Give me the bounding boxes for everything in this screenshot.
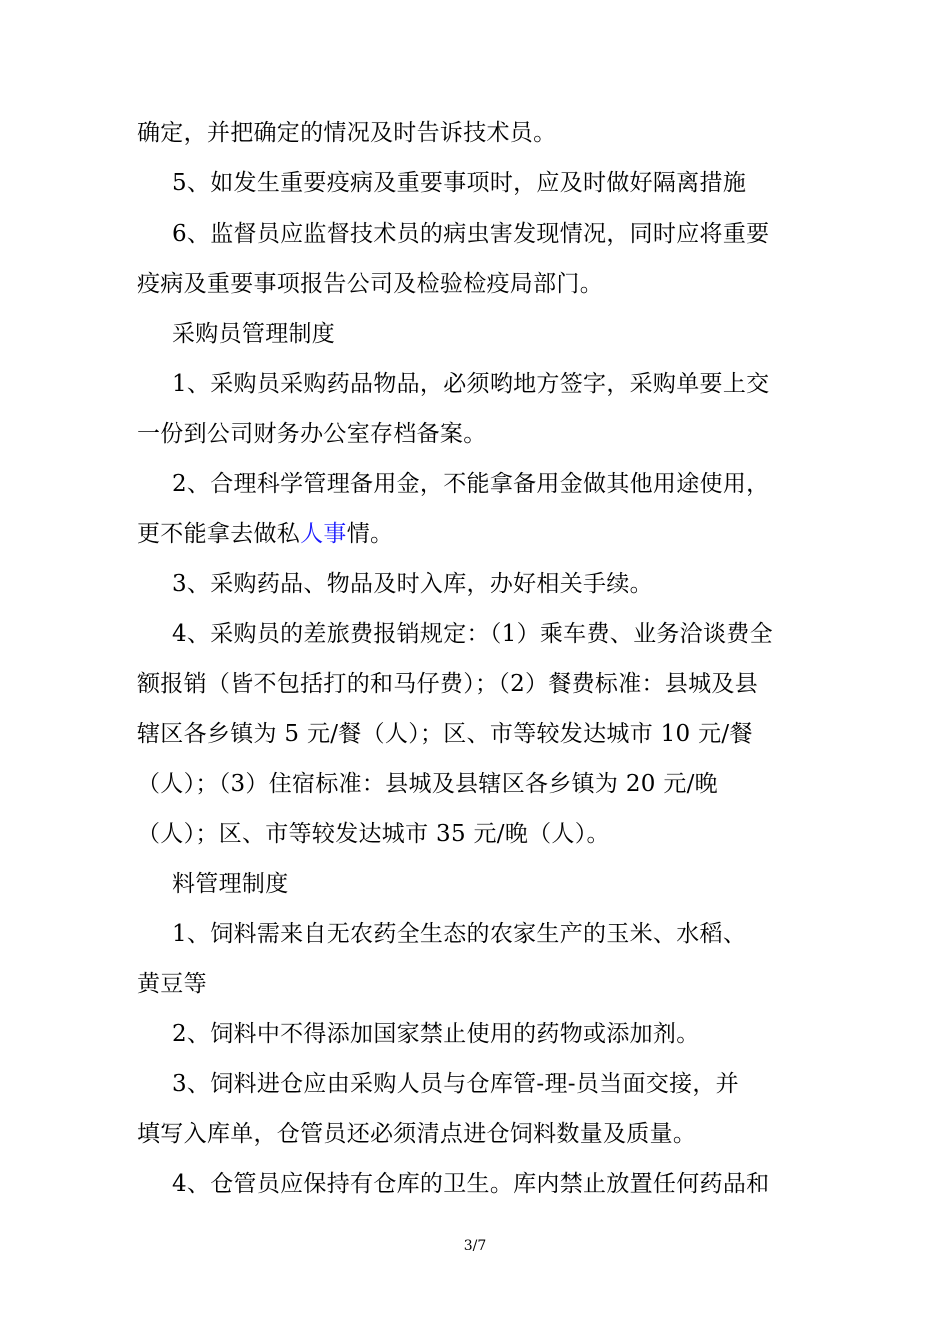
paragraph-line: 1、采购员采购药品物品，必须哟地方签字，采购单要上交 [172, 371, 770, 397]
page-number: 3/7 [463, 1238, 487, 1254]
paragraph-line: 黄豆等 [137, 971, 207, 997]
paragraph-line: （人）；（3）住宿标准：县城及县辖区各乡镇为 20 元/晚 [137, 771, 718, 797]
link-renshi[interactable]: 人事 [300, 521, 347, 547]
text-segment: 更不能拿去做私 [137, 521, 301, 547]
paragraph-line: 3、饲料进仓应由采购人员与仓库管-理-员当面交接，并 [172, 1071, 739, 1097]
paragraph-line: 3、采购药品、物品及时入库，办好相关手续。 [172, 571, 653, 597]
paragraph-line: 一份到公司财务办公室存档备案。 [137, 421, 487, 447]
section-heading: 料管理制度 [172, 871, 289, 897]
paragraph-line: 4、仓管员应保持有仓库的卫生。库内禁止放置任何药品和 [172, 1171, 770, 1197]
paragraph-line: 4、采购员的差旅费报销规定：（1）乘车费、业务洽谈费全 [172, 621, 773, 647]
paragraph-line: 2、合理科学管理备用金，不能拿备用金做其他用途使用， [172, 471, 770, 497]
paragraph-line: 辖区各乡镇为 5 元/餐（人）；区、市等较发达城市 10 元/餐 [137, 721, 753, 747]
paragraph-line: 确定，并把确定的情况及时告诉技术员。 [137, 120, 557, 146]
section-heading: 采购员管理制度 [172, 321, 336, 347]
paragraph-line: 5、如发生重要疫病及重要事项时，应及时做好隔离措施 [172, 170, 747, 196]
paragraph-line [137, 519, 393, 549]
paragraph-line: 疫病及重要事项报告公司及检验检疫局部门。 [137, 271, 603, 297]
text-segment: 情。 [346, 521, 394, 547]
paragraph-line: 2、饲料中不得添加国家禁止使用的药物或添加剂。 [172, 1021, 700, 1047]
paragraph-line: （人）；区、市等较发达城市 35 元/晚（人）。 [137, 821, 610, 847]
paragraph-line: 6、监督员应监督技术员的病虫害发现情况，同时应将重要 [172, 221, 770, 247]
paragraph-line: 1、饲料需来自无农药全生态的农家生产的玉米、水稻、 [172, 921, 747, 947]
paragraph-line: 额报销（皆不包括打的和马仔费）；（2）餐费标准：县城及县 [137, 671, 759, 697]
paragraph-line: 填写入库单，仓管员还必须清点进仓饲料数量及质量。 [137, 1121, 697, 1147]
